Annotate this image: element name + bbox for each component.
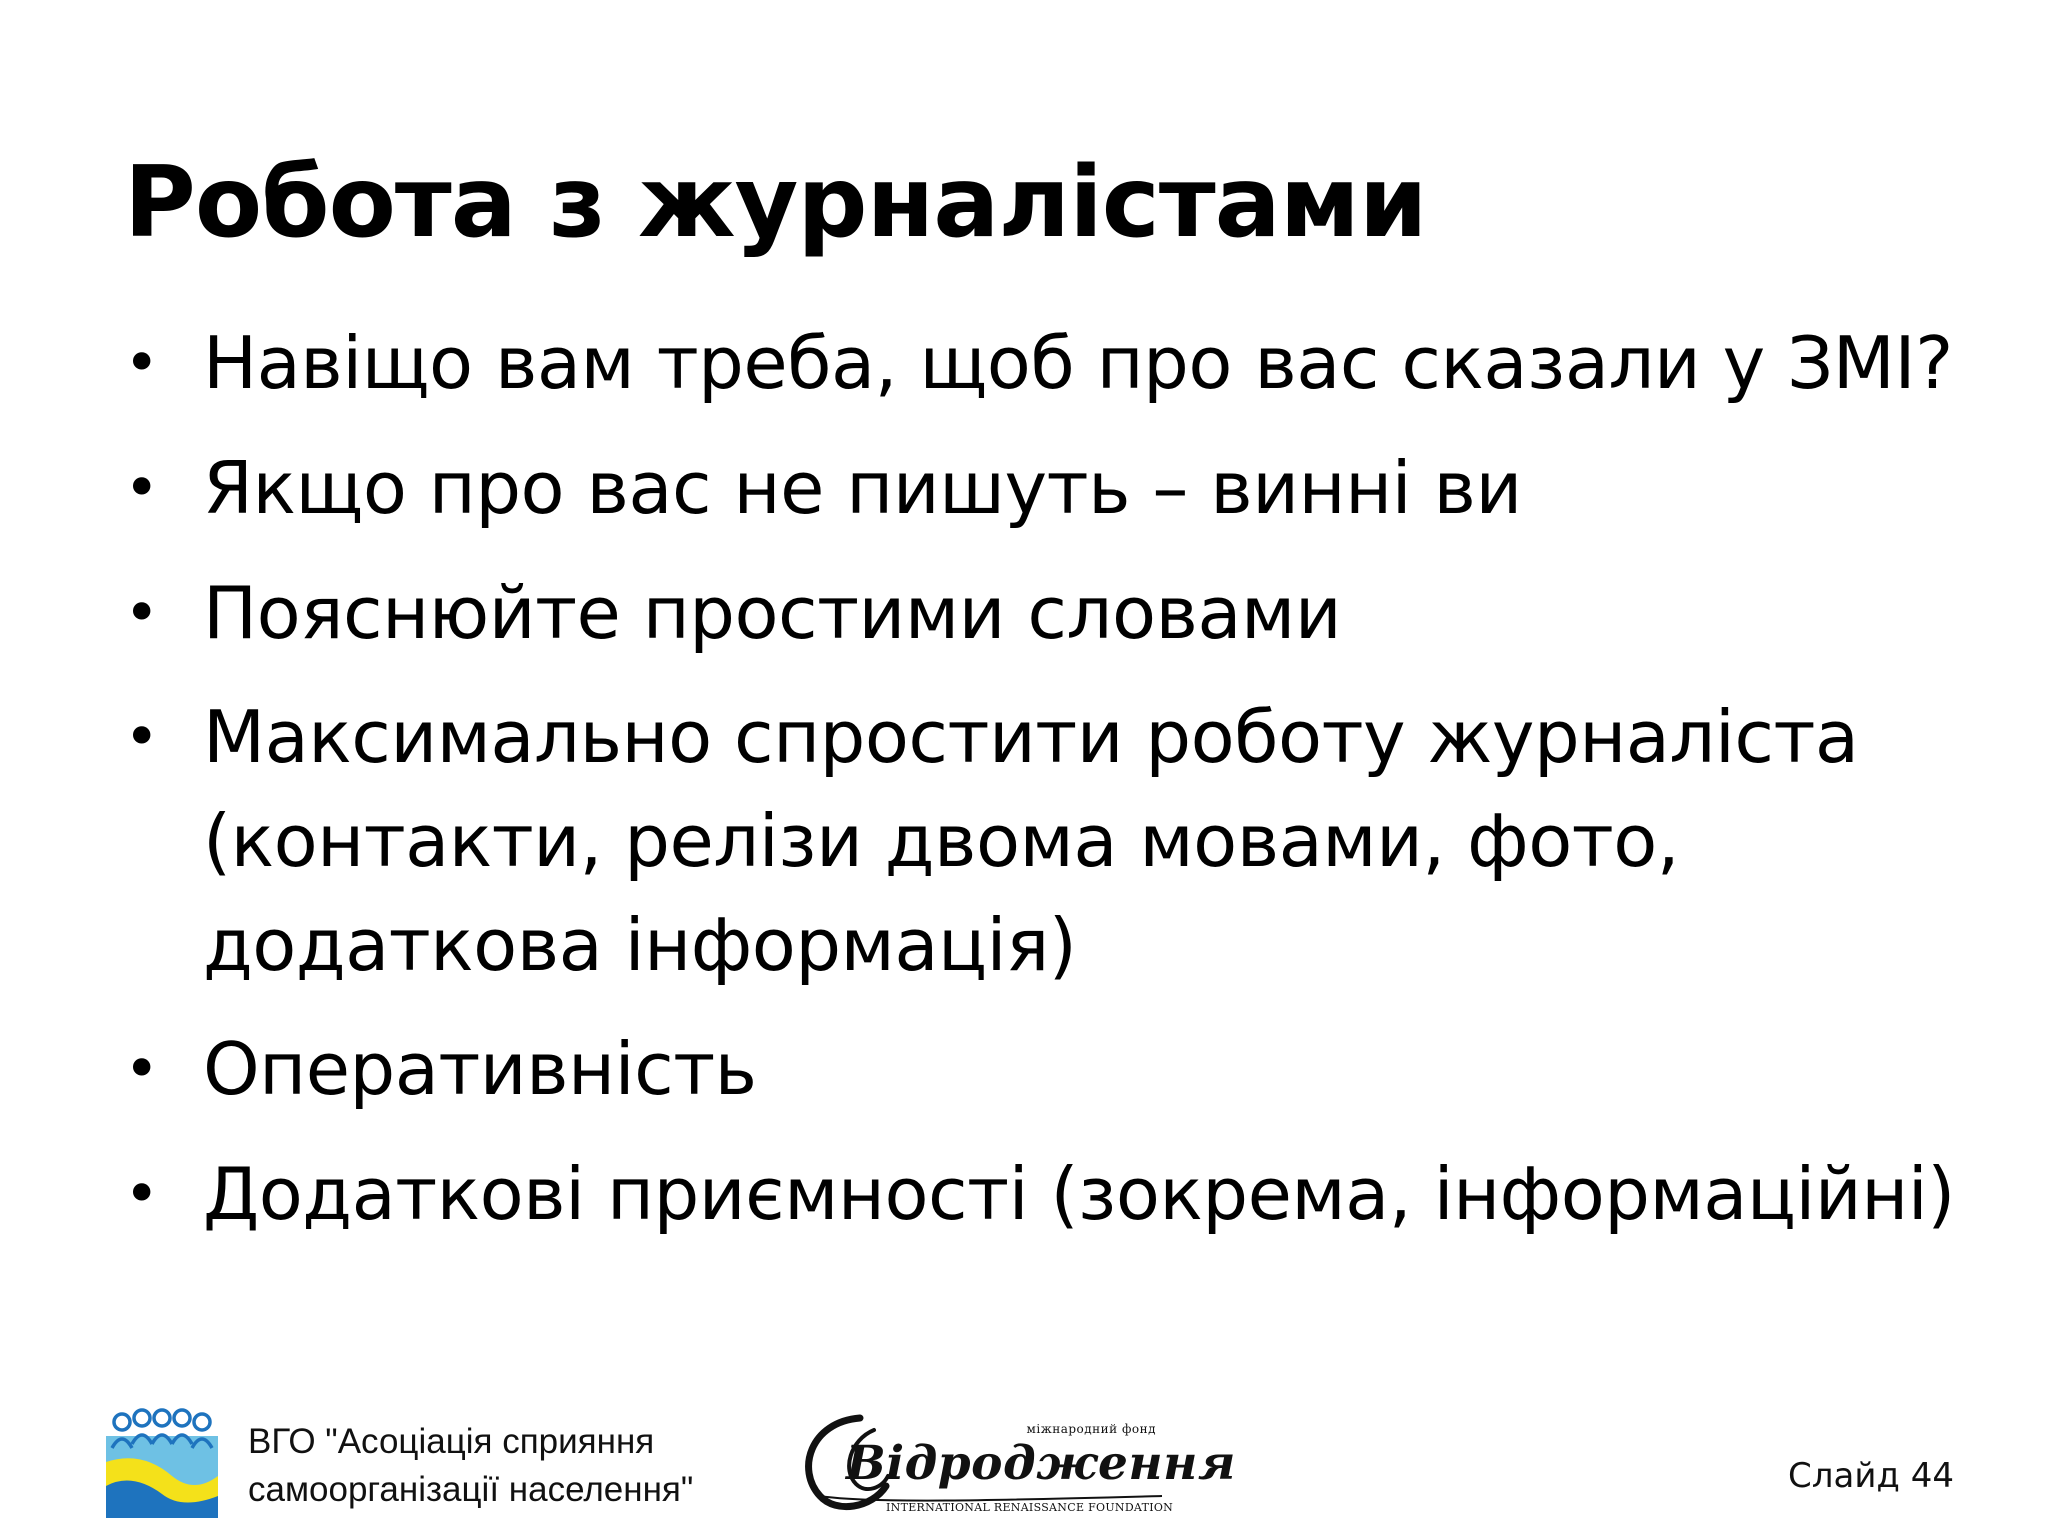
bullet-item xyxy=(124,685,2004,997)
bullet-text: Пояснюйте простими словами xyxy=(203,571,1342,655)
bullet-dot: • xyxy=(124,578,160,648)
bullet-text: Оперативність xyxy=(203,1027,757,1111)
bullet-text: Якщо про вас не пишуть – винні ви xyxy=(203,446,1522,530)
foundation-caption-bottom: INTERNATIONAL RENAISSANCE FOUNDATION xyxy=(886,1501,1174,1514)
slide-title: Робота з журналістами xyxy=(124,146,1427,260)
bullet-dot: • xyxy=(124,1034,160,1104)
bullet-item xyxy=(124,310,2004,416)
foundation-caption-top: міжнародний фонд xyxy=(1026,1422,1156,1436)
slide-number: Слайд 44 xyxy=(1788,1456,1954,1496)
bullet-dot: • xyxy=(124,1159,160,1229)
bullet-item xyxy=(124,560,2004,666)
bullet-item xyxy=(124,435,2004,541)
bullet-item xyxy=(124,1141,2004,1247)
bullet-dot: • xyxy=(124,453,160,523)
foundation-name: Відродження xyxy=(846,1436,1236,1491)
people-circle-logo-icon xyxy=(102,1406,222,1518)
bullet-text: Максимально спростити роботу журналіста (контакти, релізи двома мовами, фото, додаткова інформація) xyxy=(203,695,1859,987)
bullet-item xyxy=(124,1016,2004,1122)
organization-name: ВГО "Асоціація сприяння самоорганізації населення" xyxy=(248,1422,694,1509)
bullet-text: Навіщо вам треба, щоб про вас сказали у ЗМІ? xyxy=(203,321,1953,405)
bullet-list xyxy=(124,310,2004,1266)
vidrodzhennia-foundation-logo xyxy=(790,1400,1236,1524)
bullet-text: Додаткові приємності (зокрема, інформаційні) xyxy=(203,1152,1955,1236)
bullet-dot: • xyxy=(124,328,160,398)
bullet-dot: • xyxy=(124,702,160,772)
